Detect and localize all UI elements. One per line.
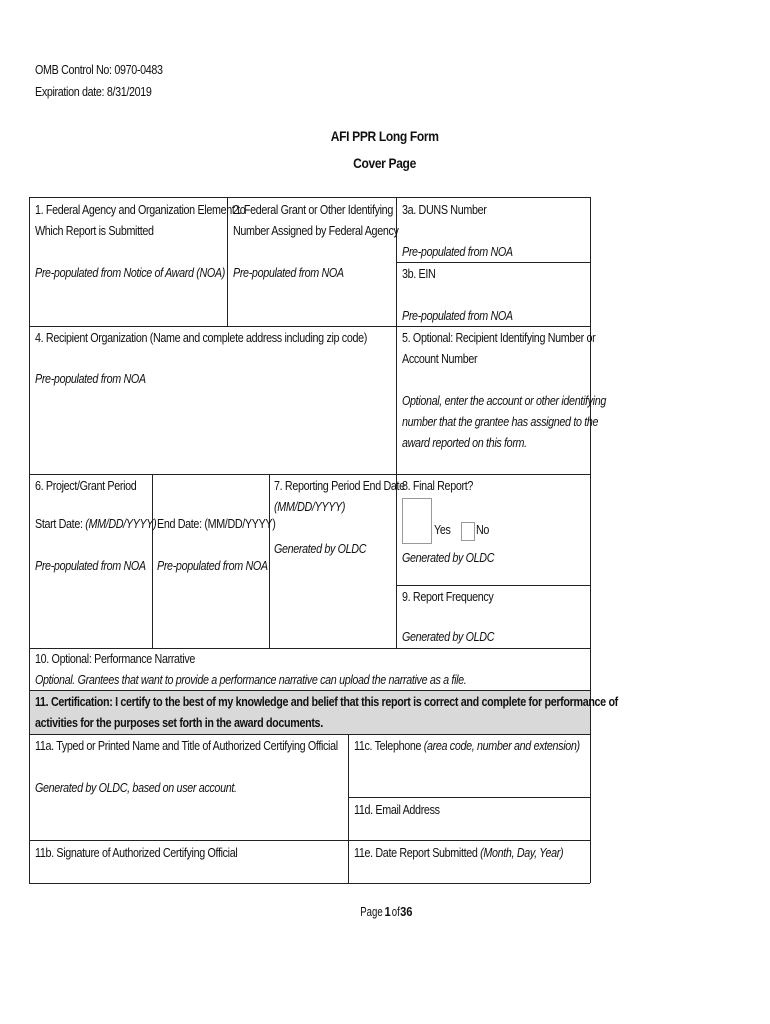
field-2-value[interactable]: Pre-populated from NOA (233, 266, 344, 280)
certification-statement: 11. Certification: I certify to the best of my knowledge and belief that this report is correct and complete for performance of (35, 695, 618, 709)
field-11d-label: 11d. Email Address (354, 803, 440, 817)
form-subtitle: Cover Page (353, 155, 417, 171)
field-11b-label: 11b. Signature of Authorized Certifying Official (35, 846, 238, 860)
omb-control-number: OMB Control No: 0970-0483 (35, 63, 163, 77)
field-11a-value[interactable]: Generated by OLDC, based on user account. (35, 781, 237, 795)
final-report-yes-checkbox[interactable] (402, 498, 432, 544)
expiration-date: Expiration date: 8/31/2019 (35, 85, 152, 99)
end-date-value[interactable]: Pre-populated from NOA (157, 559, 268, 573)
field-1-label-cont: Which Report is Submitted (35, 224, 154, 238)
field-7-label: 7. Reporting Period End Date (274, 479, 405, 493)
field-3b-value[interactable]: Pre-populated from NOA (402, 309, 513, 323)
form-title: AFI PPR Long Form (331, 128, 439, 144)
field-8-label: 8. Final Report? (402, 479, 473, 493)
field-5-value-cont2: award reported on this form. (402, 436, 527, 450)
field-5-label-cont: Account Number (402, 352, 478, 366)
final-report-yes-label: Yes (434, 523, 451, 537)
field-11e-label: 11e. Date Report Submitted (Month, Day, Year) (354, 846, 564, 860)
field-5-value-cont: number that the grantee has assigned to the (402, 415, 599, 429)
field-2-label: 2. Federal Grant or Other Identifying (233, 203, 393, 217)
start-date-value[interactable]: Pre-populated from NOA (35, 559, 146, 573)
field-6-label: 6. Project/Grant Period (35, 479, 137, 493)
field-5-label: 5. Optional: Recipient Identifying Number or (402, 331, 596, 345)
field-5-value[interactable]: Optional, enter the account or other identifying (402, 394, 607, 408)
field-1-label: 1. Federal Agency and Organization Element to (35, 203, 246, 217)
field-1-value[interactable]: Pre-populated from Notice of Award (NOA) (35, 266, 225, 280)
field-8-value: Generated by OLDC (402, 551, 495, 565)
start-date-label: Start Date: (MM/DD/YYYY) (35, 517, 157, 531)
field-11c-label: 11c. Telephone (area code, number and extension) (354, 739, 580, 753)
field-9-label: 9. Report Frequency (402, 590, 494, 604)
field-7-format: (MM/DD/YYYY) (274, 500, 346, 514)
field-3b-label: 3b. EIN (402, 267, 436, 281)
field-3a-value[interactable]: Pre-populated from NOA (402, 245, 513, 259)
field-11a-label: 11a. Typed or Printed Name and Title of Authorized Certifying Official (35, 739, 338, 753)
field-2-label-cont: Number Assigned by Federal Agency (233, 224, 399, 238)
final-report-no-checkbox[interactable] (461, 522, 475, 541)
field-7-value[interactable]: Generated by OLDC (274, 542, 367, 556)
field-4-value[interactable]: Pre-populated from NOA (35, 372, 146, 386)
field-3a-label: 3a. DUNS Number (402, 203, 487, 217)
field-4-label: 4. Recipient Organization (Name and complete address including zip code) (35, 331, 367, 345)
page-number: Page1of36 (359, 904, 413, 919)
certification-statement-cont: activities for the purposes set forth in the award documents. (35, 716, 323, 730)
field-9-value[interactable]: Generated by OLDC (402, 630, 495, 644)
field-10-label: 10. Optional: Performance Narrative (35, 652, 196, 666)
final-report-no-label: No (476, 523, 490, 537)
end-date-label: End Date: (MM/DD/YYYY) (157, 517, 276, 531)
field-10-value[interactable]: Optional. Grantees that want to provide a performance narrative can upload the narrative as a file. (35, 673, 467, 687)
